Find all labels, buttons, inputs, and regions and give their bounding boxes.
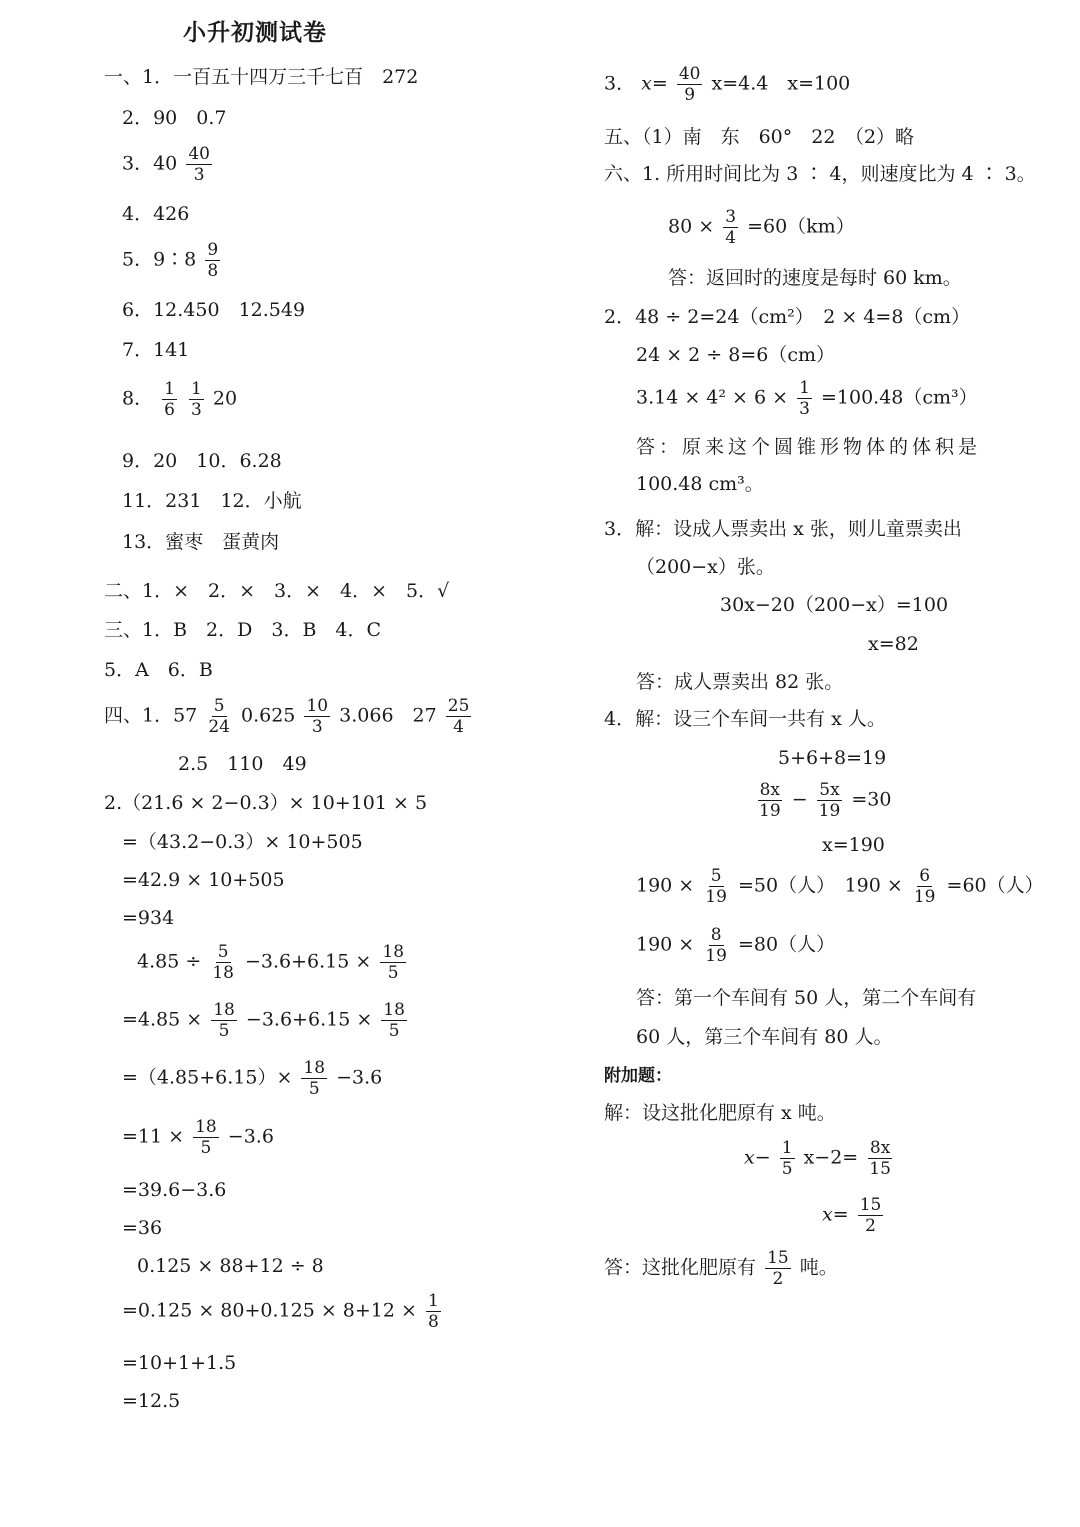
fraction: $\frac{10}{3}$ xyxy=(306,696,329,737)
text: 3．40 xyxy=(122,152,178,175)
fraction: $\frac{1}{3}$ xyxy=(799,378,810,419)
fraction: $\frac{15}{2}$ xyxy=(767,1248,789,1289)
text: 190 × xyxy=(636,933,695,956)
fraction: $\frac{40}{9}$ xyxy=(678,64,701,105)
fraction: $\frac{18}{5}$ xyxy=(213,1000,235,1041)
text: 3.14 × 4² × 6 × xyxy=(636,386,789,409)
text: =60（km） xyxy=(747,215,855,238)
answer-line: 2．90 0.7 xyxy=(122,107,227,129)
answer-line: 一、1．一百五十四万三千七百 272 xyxy=(104,66,419,88)
fraction: $\frac{5x}{19}$ xyxy=(818,780,841,821)
fraction: $\frac{1}{6}$ xyxy=(164,379,175,420)
calc-line xyxy=(744,1138,896,1179)
calc-line: 2.（21.6 × 2−0.3）× 10+101 × 5 xyxy=(104,792,428,814)
answer-line: 7．141 xyxy=(122,339,190,361)
text: =30 xyxy=(851,788,892,811)
problem-line: 解：设这批化肥原有 x 吨。 xyxy=(604,1102,836,1124)
answer-line: 9．20 10．6.28 xyxy=(122,450,282,472)
text: −3.6+6.15 × xyxy=(245,950,372,973)
calc-line: 0.125 × 88+12 ÷ 8 xyxy=(137,1255,324,1277)
fraction: $\frac{6}{19}$ xyxy=(913,866,936,907)
text: 8． xyxy=(122,387,154,410)
calc-line xyxy=(122,1058,382,1099)
fraction: $\frac{3}{4}$ xyxy=(725,207,737,248)
answer-line: 4．426 xyxy=(122,203,190,225)
text: −3.6 xyxy=(336,1066,383,1089)
fraction: $\frac{8x}{19}$ xyxy=(759,780,781,821)
answer-text: 答：原来这个圆锥形物体的体积是 xyxy=(636,436,982,458)
bonus-heading: 附加题： xyxy=(604,1066,672,1086)
text: 190 × xyxy=(636,874,695,897)
text: − xyxy=(791,788,808,811)
answer-line: 6．12.450 12.549 xyxy=(122,299,306,321)
section-three: 三、1．B 2．D 3．B 4．C xyxy=(104,619,382,641)
section-two: 二、1．× 2．× 3．× 4．× 5．√ xyxy=(104,580,450,602)
problem-line: 3．解：设成人票卖出 x 张，则儿童票卖出 xyxy=(604,518,962,540)
calc-line xyxy=(122,1117,274,1158)
fraction: $\frac{18}{5}$ xyxy=(195,1117,217,1158)
calc-line: =42.9 × 10+505 xyxy=(122,869,285,891)
text: x=4.4 x=100 xyxy=(711,72,851,95)
answer-line: 11．231 12．小航 xyxy=(122,490,302,512)
calc-line xyxy=(636,925,835,966)
calc-line: =（43.2−0.3）× 10+505 xyxy=(122,831,363,853)
text: 3． xyxy=(604,72,636,95)
fraction: $\frac{8x}{15}$ xyxy=(869,1138,891,1179)
answer-text xyxy=(604,1248,838,1289)
answer-text: 答：第一个车间有 50 人，第二个车间有 xyxy=(636,987,977,1009)
calc-line: =934 xyxy=(122,907,175,929)
text: x− xyxy=(744,1146,771,1169)
text: =100.48（cm³） xyxy=(820,386,978,409)
text: =0.125 × 80+0.125 × 8+12 × xyxy=(122,1299,417,1322)
calc-line: =36 xyxy=(122,1217,163,1239)
fraction: $\frac{5}{19}$ xyxy=(705,866,727,907)
text: =60（人） xyxy=(946,874,1044,897)
calc-line xyxy=(754,780,891,821)
page-title: 小升初测试卷 xyxy=(183,20,327,46)
answer-line: 5．A 6．B xyxy=(104,659,213,681)
text: =50（人） 190 × xyxy=(737,874,903,897)
text: 0.625 xyxy=(241,704,296,727)
answer-line: 2.5 110 49 xyxy=(178,753,307,775)
text: =11 × xyxy=(122,1125,185,1148)
text: 答：这批化肥原有 xyxy=(604,1256,757,1279)
calc-line: x=82 xyxy=(868,633,919,655)
fraction: $\frac{40}{3}$ xyxy=(188,144,210,185)
section-five: 五、（1）南 东 60° 22 （2）略 xyxy=(604,126,915,148)
calc-line xyxy=(122,1291,444,1332)
text: 3.066 27 xyxy=(339,704,437,727)
text: −3.6 xyxy=(227,1125,274,1148)
fraction: $\frac{1}{5}$ xyxy=(781,1138,793,1179)
answer-text: 答：成人票卖出 82 张。 xyxy=(636,671,844,693)
fraction: $\frac{9}{8}$ xyxy=(207,240,219,281)
text: −3.6+6.15 × xyxy=(245,1008,373,1031)
fraction: $\frac{18}{5}$ xyxy=(382,942,405,983)
text: 80 × xyxy=(668,215,715,238)
answer-line xyxy=(122,379,237,420)
text: 四、1．57 xyxy=(104,704,198,727)
calc-line: =10+1+1.5 xyxy=(122,1352,237,1374)
fraction: $\frac{5}{24}$ xyxy=(208,696,230,737)
text: x= xyxy=(641,72,668,95)
fraction: $\frac{25}{4}$ xyxy=(447,696,470,737)
text: x= xyxy=(822,1203,849,1226)
answer-line xyxy=(604,64,850,105)
calc-line: =39.6−3.6 xyxy=(122,1179,227,1201)
text: =4.85 × xyxy=(122,1008,203,1031)
fraction: $\frac{8}{19}$ xyxy=(705,925,727,966)
text: =80（人） xyxy=(737,933,836,956)
text: 吨。 xyxy=(799,1256,838,1279)
text: 4.85 ÷ xyxy=(137,950,202,973)
calc-line xyxy=(822,1195,886,1236)
fraction: $\frac{18}{5}$ xyxy=(383,1000,405,1041)
problem-line: 4．解：设三个车间一共有 x 人。 xyxy=(604,708,886,730)
answer-text: 100.48 cm³。 xyxy=(636,473,764,495)
calc-line: 2．48 ÷ 2=24（cm²） 2 × 4=8（cm） xyxy=(604,306,971,328)
calc-line xyxy=(122,1000,410,1041)
section-four xyxy=(104,696,474,737)
fraction: $\frac{18}{5}$ xyxy=(303,1058,326,1099)
text: =（4.85+6.15）× xyxy=(122,1066,293,1089)
calc-line: =12.5 xyxy=(122,1390,181,1412)
answer-line xyxy=(122,144,215,185)
calc-line xyxy=(636,378,978,419)
fraction: $\frac{1}{3}$ xyxy=(191,379,202,420)
calc-line xyxy=(636,866,1044,907)
section-six: 六、1. 所用时间比为 3 ∶ 4，则速度比为 4 ∶ 3。 xyxy=(604,163,1036,185)
calc-line: x=190 xyxy=(822,834,885,856)
answer-line xyxy=(122,240,223,281)
text: 20 xyxy=(212,387,238,410)
fraction: $\frac{1}{8}$ xyxy=(428,1291,439,1332)
calc-line xyxy=(137,942,409,983)
answer-text: 答：返回时的速度是每时 60 km。 xyxy=(668,267,962,289)
fraction: $\frac{5}{18}$ xyxy=(212,942,234,983)
problem-line: （200−x）张。 xyxy=(636,556,775,578)
answer-text: 60 人，第三个车间有 80 人。 xyxy=(636,1026,893,1048)
calc-line: 30x−20（200−x）=100 xyxy=(720,594,949,616)
fraction: $\frac{15}{2}$ xyxy=(859,1195,882,1236)
answer-line: 13．蜜枣 蛋黄肉 xyxy=(122,531,280,553)
calc-line: 5+6+8=19 xyxy=(778,747,887,769)
calc-line xyxy=(668,207,855,248)
text: 5．9∶8 xyxy=(122,248,197,271)
calc-line: 24 × 2 ÷ 8=6（cm） xyxy=(636,344,836,366)
text: x−2= xyxy=(803,1146,859,1169)
